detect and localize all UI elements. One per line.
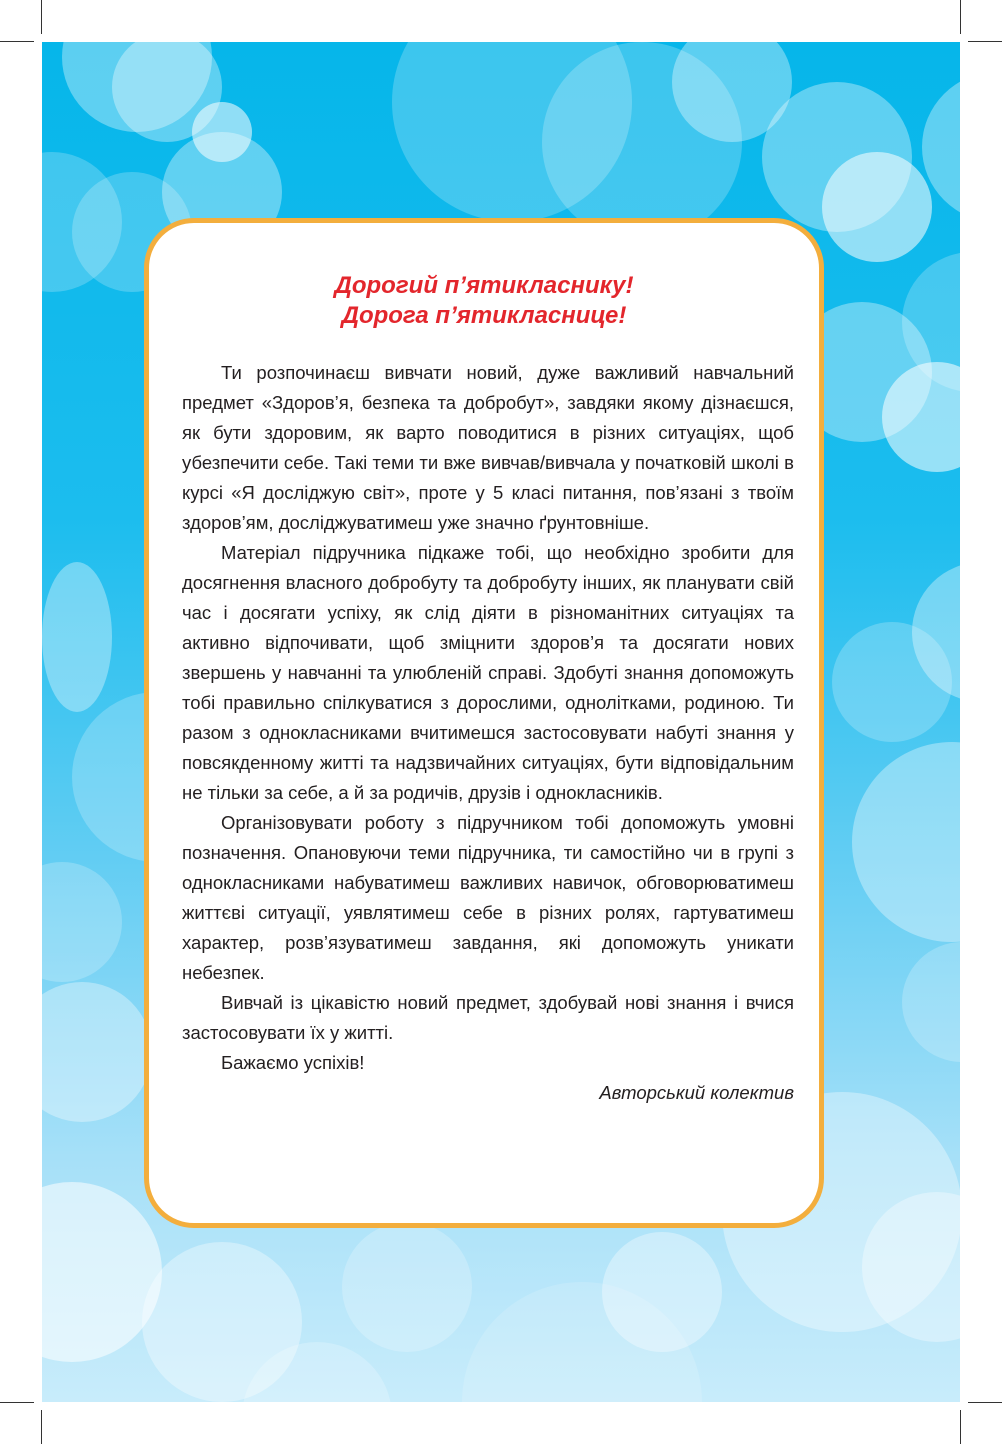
crop-mark bbox=[960, 0, 961, 34]
title-line-2: Дорога п’ятикласнице! bbox=[341, 302, 627, 329]
crop-mark bbox=[968, 1402, 1002, 1403]
bubble bbox=[832, 622, 952, 742]
paragraph: Матеріал підручника підкаже тобі, що необхідно зробити для досягнення власного добробуту та добробуту інших, як планувати свій час і досягати успіху, як слід діяти в різноманітних ситуаціях та активно відпочивати, щоб зміцнити здоров’я та досягати нових звершень у навчанні та улюбленій справі. Здобуті знання допоможуть тобі правильно спілкуватися з дорослими, однолітками, родиною. Ти разом з однокласниками вчитимешся застосовувати набуті знання у повсякденному житті та надзвичайних ситуаціях, бути відповідальним не тільки за себе, а й за родичів, друзів і однокласників. bbox=[182, 542, 794, 803]
crop-mark bbox=[960, 1410, 961, 1444]
bubble bbox=[822, 152, 932, 262]
paragraph: Бажаємо успіхів! bbox=[221, 1052, 365, 1073]
bubble bbox=[542, 42, 742, 242]
crop-mark bbox=[41, 0, 42, 34]
letter-card bbox=[144, 218, 824, 1228]
signature: Авторський колектив bbox=[599, 1082, 794, 1103]
title-line-1: Дорогий п’ятикласнику! bbox=[334, 272, 634, 299]
letter-title bbox=[149, 271, 819, 331]
crop-mark bbox=[41, 1410, 42, 1444]
paragraph: Ти розпочинаєш вивчати новий, дуже важливий навчальний предмет «Здоров’я, безпека та добробут», завдяки якому дізнаєшся, як бути здоровим, як варто поводитися в різних ситуаціях, щоб убезпечити себе. Такі теми ти вже вивчав/вивчала у початковій школі в курсі «Я досліджую світ», проте у 5 класі питання, пов’язані з твоїм здоров’ям, досліджуватимеш уже значно ґрунтовніше. bbox=[182, 362, 794, 533]
crop-mark bbox=[968, 41, 1002, 42]
crop-mark bbox=[0, 1402, 34, 1403]
paragraph: Вивчай із цікавістю новий предмет, здобувай нові знання і вчися застосовувати їх у житті. bbox=[182, 992, 794, 1043]
paragraph: Організовувати роботу з підручником тобі допоможуть умовні позначення. Опановуючи теми підручника, ти самостійно чи в групі з однокласниками набуватимеш важливих навичок, обговорюватимеш життєві ситуації, уявлятимеш себе в різних ролях, гартуватимеш характер, розв’язуватимеш завдання, які допоможуть уникати небезпек. bbox=[182, 812, 794, 983]
crop-mark bbox=[0, 41, 34, 42]
bubble bbox=[42, 562, 112, 712]
bubble bbox=[852, 742, 960, 942]
bubble bbox=[342, 1222, 472, 1352]
letter-body bbox=[182, 358, 794, 1108]
bubble bbox=[42, 982, 152, 1122]
bubble bbox=[902, 942, 960, 1062]
bubble bbox=[42, 862, 122, 982]
bubble bbox=[602, 1232, 722, 1352]
